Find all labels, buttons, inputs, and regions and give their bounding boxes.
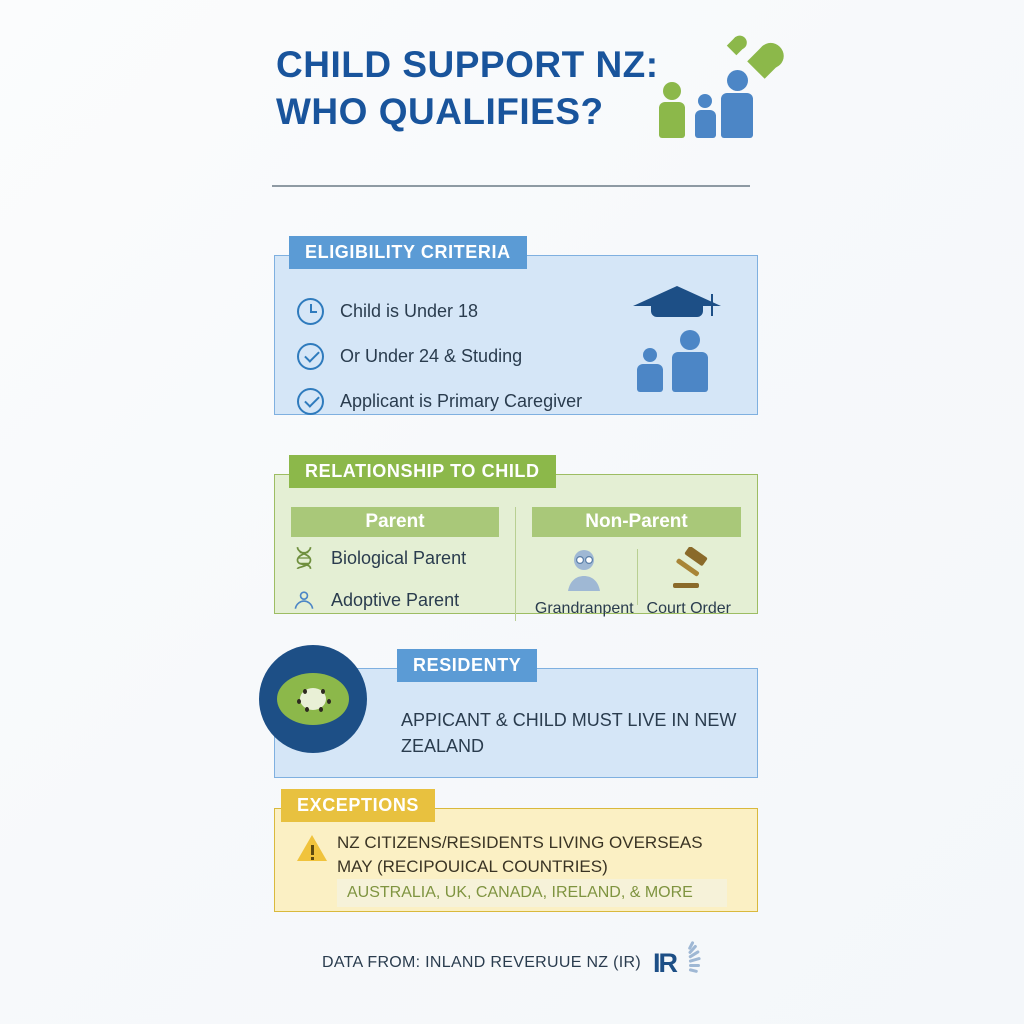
title-divider xyxy=(272,185,750,187)
child-figure-icon xyxy=(633,348,667,392)
ir-fern-icon xyxy=(678,946,702,972)
table-row xyxy=(291,579,499,621)
eligibility-heading: ELIGIBILITY CRITERIA xyxy=(289,236,527,269)
column-header-non-parent: Non-Parent xyxy=(532,507,741,537)
residency-card xyxy=(274,655,758,778)
ir-logo-text: IR xyxy=(652,948,676,978)
kiwifruit-icon xyxy=(259,645,367,753)
column-header-parent: Parent xyxy=(291,507,499,537)
title-line-2: WHO QUALIFIES? xyxy=(276,90,604,132)
ir-logo xyxy=(653,946,702,979)
check-circle-icon xyxy=(297,388,324,415)
adoption-hands-icon xyxy=(291,587,317,613)
relationship-heading: RELATIONSHIP TO CHILD xyxy=(289,455,556,488)
eligibility-item-label: Applicant is Primary Caregiver xyxy=(340,391,583,411)
column-divider xyxy=(637,549,638,605)
relationship-item-label: Adoptive Parent xyxy=(331,589,460,610)
grandparent-figure xyxy=(532,547,637,618)
adult-figure-icon xyxy=(717,70,757,138)
gavel-icon xyxy=(667,578,711,595)
grandparent-caption: Grandranpent xyxy=(534,600,634,617)
eligibility-item-label: Child is Under 18 xyxy=(340,301,479,321)
parent-figure-icon xyxy=(667,330,713,392)
graduation-cap-and-family-icon xyxy=(621,282,731,392)
exceptions-heading: EXCEPTIONS xyxy=(281,789,435,822)
eligibility-criteria-card xyxy=(274,242,758,415)
court-order-caption: Court Order xyxy=(646,600,731,617)
heart-icon-small xyxy=(727,37,745,55)
family-hearts-illustration xyxy=(455,8,755,138)
child-figure-icon xyxy=(655,82,689,138)
relationship-columns xyxy=(275,507,757,621)
exceptions-card xyxy=(274,795,758,912)
check-circle-icon xyxy=(297,343,324,370)
relationship-to-child-card xyxy=(274,461,758,617)
dna-icon xyxy=(291,545,317,571)
footer-text: DATA FROM: INLAND REVERUUE NZ (IR) xyxy=(322,953,641,971)
relationship-item-label: Biological Parent xyxy=(331,547,467,568)
clock-icon xyxy=(297,298,324,325)
list-item xyxy=(297,379,582,424)
residency-text: APPICANT & CHILD MUST LIVE IN NEW ZEALAND xyxy=(401,710,737,757)
title-line-1: CHILD SUPPORT NZ: xyxy=(276,44,659,85)
exceptions-text: NZ CITIZENS/RESIDENTS LIVING OVERSEAS MAY (RECIPOUICAL COUNTRIES) xyxy=(337,833,703,876)
small-child-figure-icon xyxy=(691,94,719,138)
relationship-column-parent xyxy=(275,507,516,621)
eligibility-item-label: Or Under 24 & Studing xyxy=(340,346,523,366)
list-item xyxy=(297,289,582,334)
grandparent-icon xyxy=(564,578,604,595)
reciprocal-countries-chip: AUSTRALIA, UK, CANADA, IRELAND, & MORE xyxy=(337,879,727,907)
table-row xyxy=(291,537,499,579)
eligibility-list xyxy=(297,289,582,424)
warning-exclamation xyxy=(311,845,314,855)
list-item xyxy=(297,334,582,379)
residency-heading: RESIDENTY xyxy=(397,649,537,682)
source-footer xyxy=(0,946,1024,979)
court-order-figure xyxy=(637,547,742,618)
warning-exclamation-dot xyxy=(311,857,314,860)
